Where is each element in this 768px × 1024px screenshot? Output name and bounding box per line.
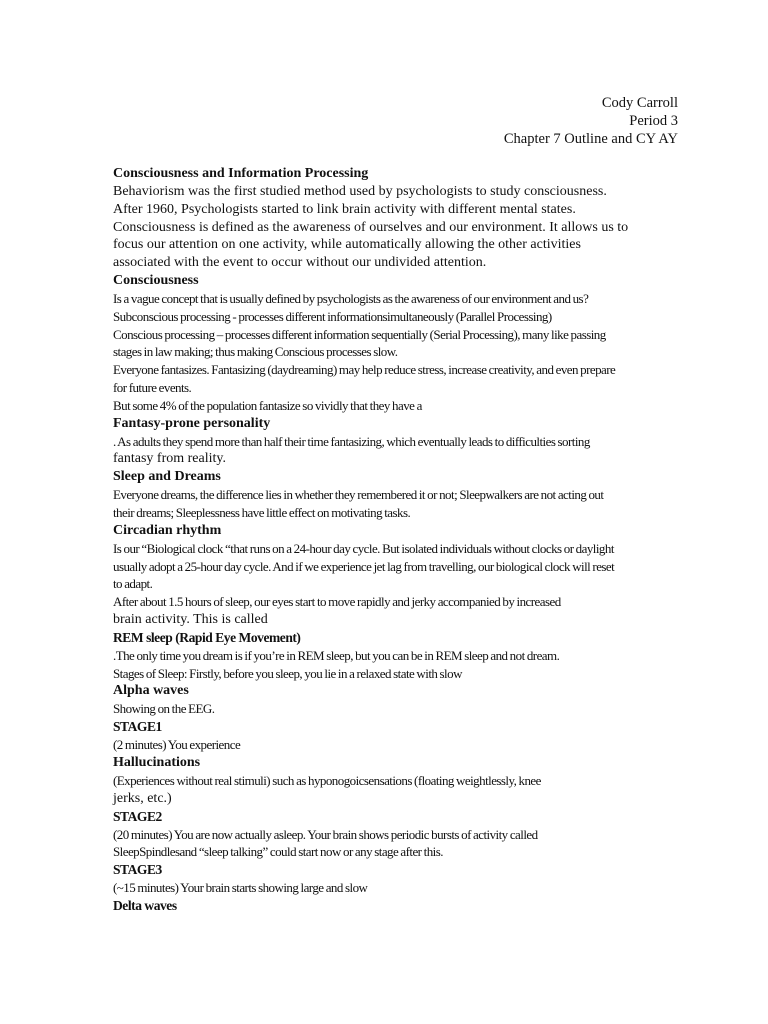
- body-text-line: Everyone dreams, the difference lies in whether they remembered it or not; Sleepwalkers are not acting out: [113, 487, 604, 503]
- section-heading: Fantasy-prone personality: [113, 415, 271, 431]
- body-text-line: usually adopt a 25-hour day cycle. And if we experience jet lag from travelling, our biological clock will reset: [113, 558, 615, 574]
- section-heading: STAGE2: [113, 808, 162, 824]
- body-text-line: Consciousness is defined as the awareness of ourselves and our environment. It allows us to: [113, 219, 629, 235]
- body-text-line: Is our “Biological clock “that runs on a 24-hour day cycle. But isolated individuals without clocks or daylight: [113, 540, 614, 556]
- document-body: [113, 165, 693, 915]
- section-heading: Hallucinations: [113, 754, 201, 770]
- body-text-line: fantasy from reality.: [113, 451, 226, 467]
- class-period: Period 3: [629, 113, 678, 129]
- body-text-line: Conscious processing – processes different information sequentially (Serial Processing), many like passing: [113, 326, 606, 342]
- body-text-line: SleepSpindlesand “sleep talking” could start now or any stage after this.: [113, 844, 443, 860]
- body-text-line: their dreams; Sleeplessness have little effect on motivating tasks.: [113, 504, 411, 520]
- body-text-line: Subconscious processing - processes different informationsimultaneously (Parallel Processing): [113, 308, 552, 324]
- section-heading: STAGE1: [113, 719, 162, 735]
- section-heading: REM sleep (Rapid Eye Movement): [113, 629, 301, 645]
- body-text-line: . As adults they spend more than half their time fantasizing, which eventually leads to difficulties sorting: [113, 433, 590, 449]
- body-text-line: focus our attention on one activity, while automatically allowing the other activities: [113, 237, 581, 253]
- body-text-line: .The only time you dream is if you’re in REM sleep, but you can be in REM sleep and not dream.: [113, 647, 560, 663]
- body-text-line: associated with the event to occur without our undivided attention.: [113, 255, 487, 271]
- body-text-line: Everyone fantasizes. Fantasizing (daydreaming) may help reduce stress, increase creativity, and even prepare: [113, 362, 616, 378]
- body-text-line: brain activity. This is called: [113, 611, 268, 627]
- section-heading: Consciousness and Information Processing: [113, 166, 369, 181]
- body-text-line: Behaviorism was the first studied method used by psychologists to study consciousness.: [113, 184, 607, 199]
- body-text-line: (20 minutes) You are now actually asleep. Your brain shows periodic bursts of activity called: [113, 826, 538, 842]
- body-text-line: (Experiences without real stimuli) such as hyponogoicsensations (floating weightlessly, knee: [113, 772, 541, 788]
- body-text-line: for future events.: [113, 379, 192, 395]
- body-text-line: jerks, etc.): [113, 790, 172, 806]
- document-title: Chapter 7 Outline and CY AY: [503, 131, 678, 147]
- body-text-line: Is a vague concept that is usually defined by psychologists as the awareness of our environment and us?: [113, 290, 589, 306]
- section-heading: Circadian rhythm: [113, 522, 222, 538]
- body-text-line: stages in law making; thus making Conscious processes slow.: [113, 344, 398, 360]
- body-text-line: After about 1.5 hours of sleep, our eyes start to move rapidly and jerky accompanied by increased: [113, 594, 561, 610]
- section-heading: STAGE3: [113, 862, 162, 878]
- author-name: Cody Carroll: [601, 95, 678, 111]
- body-text-line: to adapt.: [113, 576, 153, 592]
- body-text-line: Stages of Sleep: Firstly, before you sleep, you lie in a relaxed state with slow: [113, 665, 462, 681]
- document-header: [504, 94, 678, 148]
- body-text-line: After 1960, Psychologists started to link brain activity with different mental states.: [113, 201, 576, 217]
- body-text-line: (~15 minutes) Your brain starts showing large and slow: [113, 880, 368, 896]
- section-heading: Alpha waves: [113, 683, 189, 699]
- section-heading: Sleep and Dreams: [113, 469, 221, 485]
- section-heading: Consciousness: [113, 272, 199, 288]
- section-heading: Delta waves: [113, 897, 177, 913]
- body-text-line: Showing on the EEG.: [113, 701, 215, 717]
- body-text-line: (2 minutes) You experience: [113, 737, 241, 753]
- body-text-line: But some 4% of the population fantasize so vividly that they have a: [113, 397, 422, 413]
